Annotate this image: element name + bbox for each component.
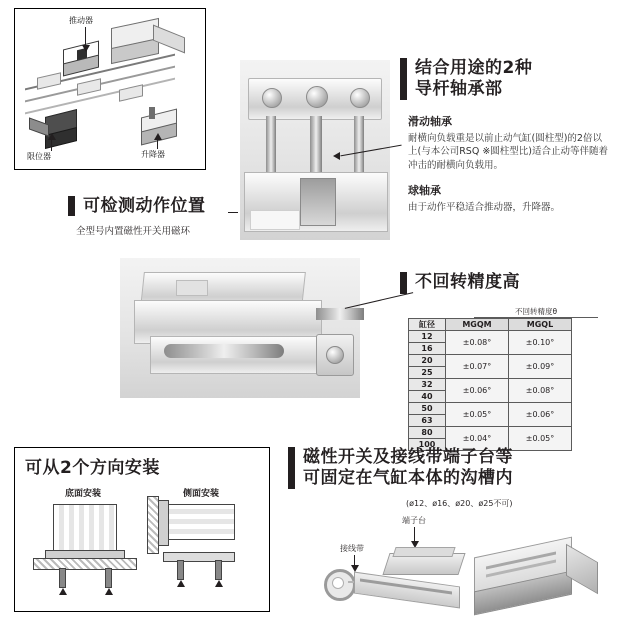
mount-bottom-arrow-left	[59, 588, 67, 595]
switch-section	[288, 447, 618, 613]
cell-bore: 16	[409, 343, 446, 355]
detect-section	[68, 196, 258, 237]
bearing-title	[400, 58, 615, 101]
mount-side-surface	[147, 496, 159, 554]
mount-bottom-cylinder	[53, 504, 117, 552]
cell-bore: 100	[409, 439, 446, 451]
table-row	[409, 355, 572, 367]
detect-title-text: 可检测动作位置	[83, 196, 206, 216]
label-lifter: 升降器	[141, 150, 165, 159]
detect-accent-bar	[68, 196, 75, 216]
cell-bore: 12	[409, 331, 446, 343]
table-row	[409, 379, 572, 391]
label-pusher: 推动器	[69, 16, 93, 25]
cell-mgql: ±0.06°	[509, 403, 572, 427]
table-row	[409, 403, 572, 415]
detect-subtitle: 全型号内置磁性开关用磁环	[76, 226, 191, 238]
cell-mgql: ±0.05°	[509, 427, 572, 451]
mounting-section-box	[14, 447, 270, 612]
cell-bore: 32	[409, 379, 446, 391]
switch-title	[288, 447, 618, 490]
table-col-bore: 缸径	[409, 319, 446, 331]
leader-detect	[228, 212, 238, 213]
photo-bore-2	[306, 86, 328, 108]
table-row	[409, 427, 572, 439]
cell-mgqm: ±0.07°	[446, 355, 509, 379]
photo-body-slot	[300, 178, 336, 226]
iso-lifter-rod	[149, 107, 155, 119]
bearing-item-1-name: 球轴承	[408, 183, 441, 197]
accuracy-table	[408, 318, 572, 451]
mounting-option-1-label: 侧面安装	[182, 489, 219, 499]
cell-mgql: ±0.08°	[509, 379, 572, 403]
accuracy-title-text: 不回转精度高	[415, 272, 520, 292]
table-header-row	[409, 319, 572, 331]
mount-side-cylinder	[167, 504, 235, 540]
cell-mgql: ±0.10°	[509, 331, 572, 355]
mount-side-base	[163, 552, 235, 562]
switch-note: (ø12、ø16、ø20、ø25不可)	[406, 498, 513, 508]
bearing-title-line1: 结合用途的2种	[415, 58, 533, 78]
photo2-port	[326, 346, 344, 364]
photo-guide-rod-left	[266, 116, 276, 178]
iso-conveyor-item-2	[77, 78, 101, 96]
photo2-guide-shaft	[164, 344, 284, 358]
product-photo-compact-guide	[120, 258, 360, 398]
accuracy-table-caption: 不回转精度θ	[474, 306, 598, 318]
cell-mgqm: ±0.04°	[446, 427, 509, 451]
mounting-option-0-label: 底面安装	[64, 489, 101, 499]
detect-title	[68, 196, 258, 217]
mount-bottom-arrow-right	[105, 588, 113, 595]
switch-accent-bar	[288, 447, 295, 489]
switch-illustration	[298, 507, 618, 611]
mounting-title-text: 可从2个方向安装	[25, 458, 160, 478]
photo2-rod	[316, 308, 364, 320]
isometric-illustration-box	[14, 8, 206, 170]
mount-bottom-bolt-left	[59, 568, 66, 588]
switch-title-line2: 可固定在气缸本体的沟槽内	[303, 468, 513, 489]
photo-piston-rod	[310, 116, 322, 178]
table-col-mgql: MGQL	[509, 319, 572, 331]
mount-bottom-bolt-right	[105, 568, 112, 588]
cell-bore: 63	[409, 415, 446, 427]
bearing-section	[400, 58, 615, 215]
bearing-title-line2: 导杆轴承部	[415, 79, 503, 100]
mount-side-arrow-right	[215, 580, 223, 587]
label-stopper: 限位器	[27, 152, 51, 161]
mount-side-arrow-left	[177, 580, 185, 587]
mount-bottom-surface	[33, 558, 137, 570]
label-terminal-block: 端子台	[402, 516, 426, 525]
photo-bore-1	[262, 88, 282, 108]
photo2-sticker	[176, 280, 208, 296]
cell-bore: 20	[409, 355, 446, 367]
cell-bore: 25	[409, 367, 446, 379]
label-wire-band: 接线带	[340, 544, 364, 553]
switch-title-line1: 磁性开关及接线带端子台等	[303, 447, 513, 467]
photo-bore-3	[350, 88, 370, 108]
iso-conveyor-item-1	[37, 72, 61, 90]
mount-side-bolt-left	[177, 560, 184, 580]
title-accent-bar	[400, 58, 407, 100]
cell-bore: 80	[409, 427, 446, 439]
accuracy-title	[400, 272, 615, 294]
accuracy-accent-bar	[400, 272, 407, 294]
table-col-mgqm: MGQM	[446, 319, 509, 331]
bearing-item-0-desc: 耐横向负载重是以前止动气缸(圆柱型)的2倍以上(与本公司RSQ ※圆柱型比)适合止动等伴随着冲击的耐横向负载用。	[408, 132, 609, 172]
table-row	[409, 331, 572, 343]
bearing-item-0-name: 滑动轴承	[408, 114, 452, 128]
photo-guide-rod-right	[354, 116, 364, 178]
cell-bore: 50	[409, 403, 446, 415]
leader-bearing-arrow	[333, 152, 340, 160]
iso-conveyor-item-3	[119, 84, 143, 102]
mount-side-bolt-right	[215, 560, 222, 580]
accuracy-section	[400, 272, 615, 451]
wire-coil-center	[332, 577, 344, 589]
bearing-item-1-desc: 由于动作平稳适合推动器，升降器。	[408, 201, 561, 213]
cell-bore: 40	[409, 391, 446, 403]
cell-mgqm: ±0.08°	[446, 331, 509, 355]
cell-mgqm: ±0.06°	[446, 379, 509, 403]
mounting-title	[25, 458, 269, 479]
cell-mgql: ±0.09°	[509, 355, 572, 379]
terminal-block-top	[392, 547, 455, 557]
cell-mgqm: ±0.05°	[446, 403, 509, 427]
